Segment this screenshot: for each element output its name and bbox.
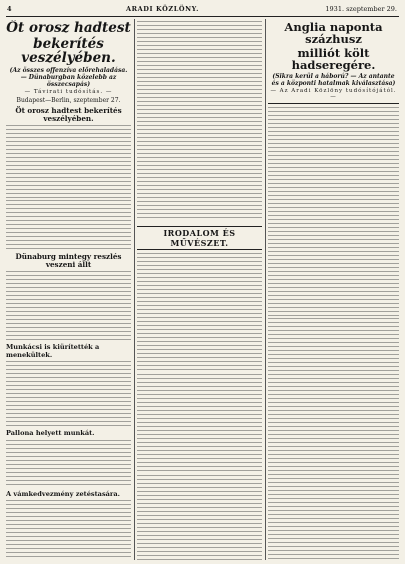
article-title: Munkácsi is kiürítették a menekültek. — [6, 343, 100, 359]
main-headline-line2: bekerítés veszélyében. — [21, 36, 116, 66]
right-headline-line2: milliót költ hadseregére. — [291, 46, 376, 72]
main-subheadline: (Az összes offenzíva előrehaladása. — Dünaburgban közelebb az összecsapás) — [9, 67, 128, 88]
masthead — [6, 4, 399, 17]
column-left — [6, 20, 131, 560]
article-body — [268, 318, 399, 560]
article-body — [6, 200, 131, 250]
article-body — [6, 271, 131, 341]
article-title: Pallona helyett munkát. — [6, 429, 95, 437]
article-body — [6, 125, 131, 199]
article-body — [137, 374, 262, 474]
right-kicker: — Az Aradi Közlöny tudósítójától. — — [270, 88, 397, 100]
article-body — [6, 500, 131, 560]
divider — [268, 103, 399, 104]
article-body — [137, 475, 262, 560]
article-body — [137, 21, 262, 221]
right-subheadline: (Sikra kerül a háború? — Az antante és a központi hatalmak kiválasztása) — [271, 73, 396, 87]
column-middle — [137, 20, 262, 560]
article-title: Öt orosz hadtest bekerítés veszélyében. — [15, 106, 122, 123]
column-right — [268, 20, 399, 560]
right-headline-line1: Anglia naponta százhusz — [284, 20, 383, 46]
article-body — [6, 361, 131, 427]
newspaper-page — [6, 4, 399, 560]
article-body — [6, 440, 131, 488]
article-body — [137, 253, 262, 373]
section-title: IRODALOM ÉS MŰVÉSZET. — [137, 226, 262, 250]
paper-title: ARADI KÖZLÖNY. — [126, 5, 199, 13]
dispatch-kicker: — Távirati tudósítás. — — [24, 89, 113, 95]
article-title: Dünaburg mintegy reszlés veszeni állt — [15, 252, 122, 269]
article-body — [268, 107, 399, 317]
column-rule — [134, 19, 135, 560]
dateline: Budapest—Berlin, szeptember 27. — [16, 97, 121, 104]
page-number: 4 — [7, 5, 12, 13]
issue-date: 1931. szeptember 29. — [325, 5, 397, 13]
main-headline-line1: Öt orosz hadtest — [6, 20, 131, 36]
article-title: A vámkedvezmény zetéstasára. — [6, 489, 120, 498]
column-rule — [265, 19, 266, 560]
